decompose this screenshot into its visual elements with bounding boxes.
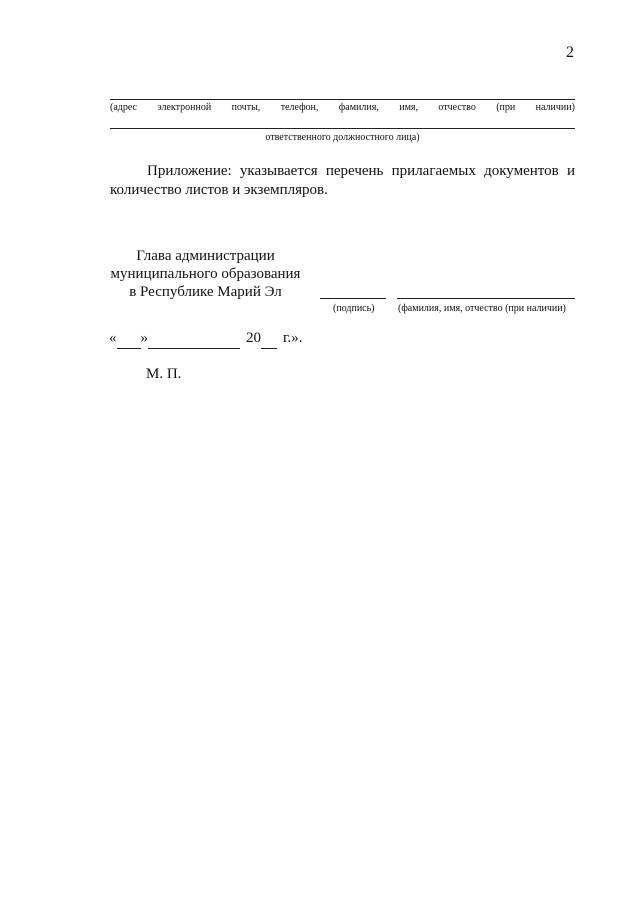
- appendix-text: Приложение: указывается перечень прилагаемых документов и количество листов и экземпляров.: [110, 163, 575, 198]
- head-title-line-1: Глава администрации: [136, 248, 275, 264]
- page-number: 2: [566, 44, 574, 61]
- date-row: [109, 330, 302, 349]
- stamp-placeholder: М. П.: [146, 366, 182, 382]
- head-title: [108, 247, 303, 301]
- date-open-quote: «: [109, 330, 117, 346]
- date-month-input[interactable]: [148, 331, 240, 349]
- date-day-input[interactable]: [117, 331, 141, 349]
- caption-word: фамилия,: [338, 102, 379, 113]
- caption-word: имя,: [399, 102, 419, 113]
- appendix-paragraph: [110, 162, 575, 200]
- responsible-official-input[interactable]: [110, 113, 575, 129]
- responsible-official-caption: ответственного должностного лица): [265, 132, 420, 143]
- contact-info-input[interactable]: [110, 84, 575, 100]
- head-title-line-2: муниципального образования: [110, 266, 301, 282]
- caption-word: телефон,: [280, 102, 319, 113]
- date-close-quote: »: [140, 330, 148, 346]
- full-name-input[interactable]: [397, 283, 575, 299]
- name-caption: (фамилия, имя, отчество (при наличии): [398, 303, 566, 314]
- caption-word: (адрес: [110, 102, 137, 113]
- head-title-line-3: в Республике Марий Эл: [129, 284, 282, 300]
- date-year-input[interactable]: [261, 331, 277, 349]
- signature-input[interactable]: [320, 283, 386, 299]
- caption-word: почты,: [231, 102, 261, 113]
- caption-word: (при: [496, 102, 516, 113]
- caption-word: электронной: [157, 102, 212, 113]
- caption-word: наличии): [535, 102, 575, 113]
- contact-caption: [110, 102, 575, 113]
- caption-word: отчество: [438, 102, 476, 113]
- date-suffix: г.».: [283, 330, 303, 346]
- date-century: 20: [246, 330, 261, 346]
- signature-caption: (подпись): [333, 303, 375, 314]
